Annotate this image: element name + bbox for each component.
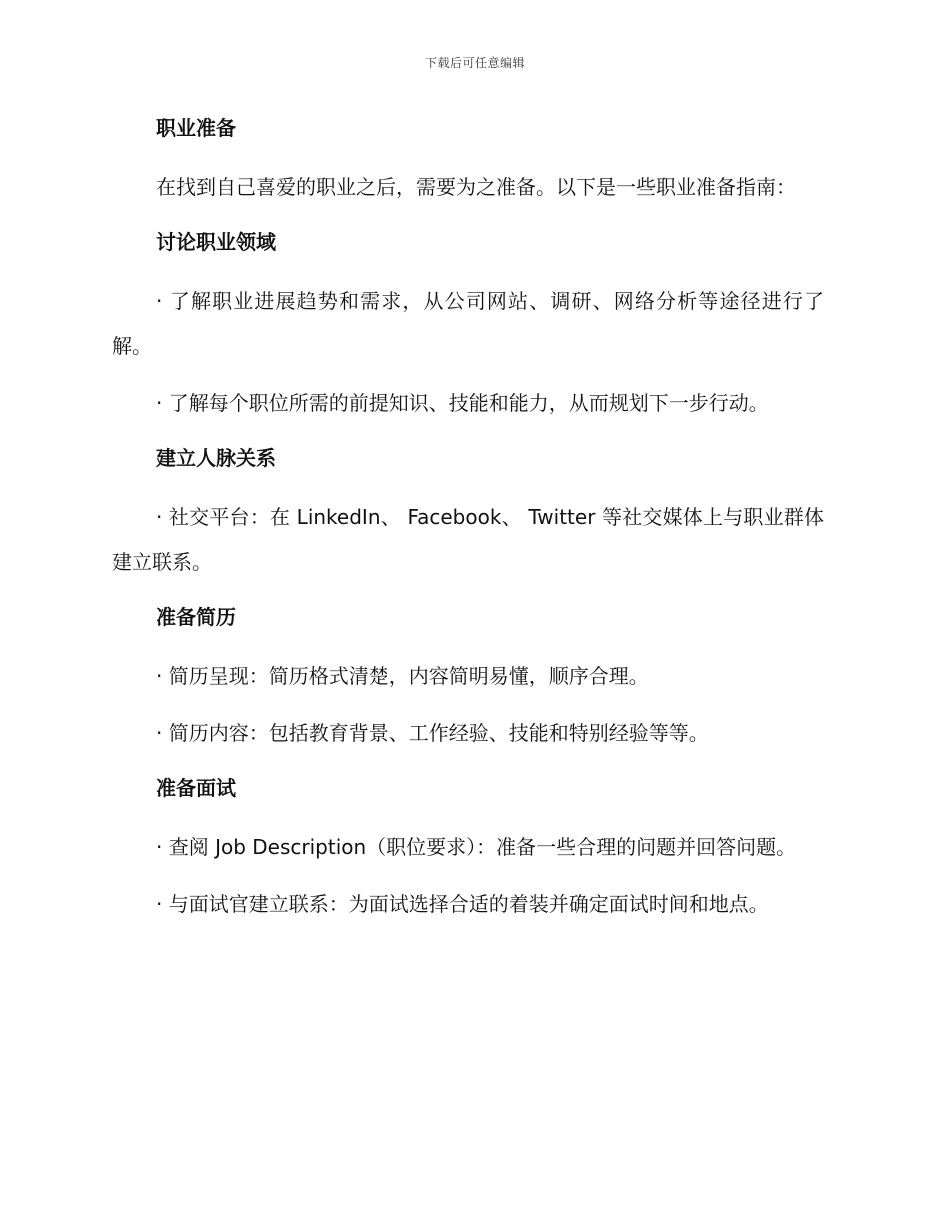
document-body bbox=[112, 108, 824, 939]
bullet-position-skills: · 了解每个职位所需的前提知识、技能和能力，从而规划下一步行动。 bbox=[156, 391, 769, 415]
bullet-job-description: · 查阅 Job Description（职位要求）：准备一些合理的问题并回答问题。 bbox=[156, 835, 797, 859]
bullet-career-trends: · 了解职业进展趋势和需求，从公司网站、调研、网络分析等途径进行了解。 bbox=[112, 289, 824, 358]
intro-paragraph: 在找到自己喜爱的职业之后，需要为之准备。以下是一些职业准备指南： bbox=[156, 175, 796, 199]
bullet-interviewer-contact: · 与面试官建立联系：为面试选择合适的着装并确定面试时间和地点。 bbox=[156, 892, 769, 916]
bullet-social-platforms: · 社交平台：在 LinkedIn、 Facebook、 Twitter 等社交媒体上与职业群体建立联系。 bbox=[112, 505, 824, 574]
section-heading-career-field: 讨论职业领域 bbox=[156, 230, 276, 254]
section-heading-career-preparation: 职业准备 bbox=[156, 116, 236, 140]
page-header: 下载后可任意编辑 bbox=[424, 56, 525, 70]
bullet-resume-presentation: · 简历呈现：简历格式清楚，内容简明易懂，顺序合理。 bbox=[156, 664, 649, 688]
section-heading-resume: 准备简历 bbox=[156, 605, 236, 629]
section-heading-interview: 准备面试 bbox=[156, 776, 236, 800]
section-heading-networking: 建立人脉关系 bbox=[156, 446, 276, 470]
bullet-resume-content: · 简历内容：包括教育背景、工作经验、技能和特别经验等等。 bbox=[156, 721, 709, 745]
